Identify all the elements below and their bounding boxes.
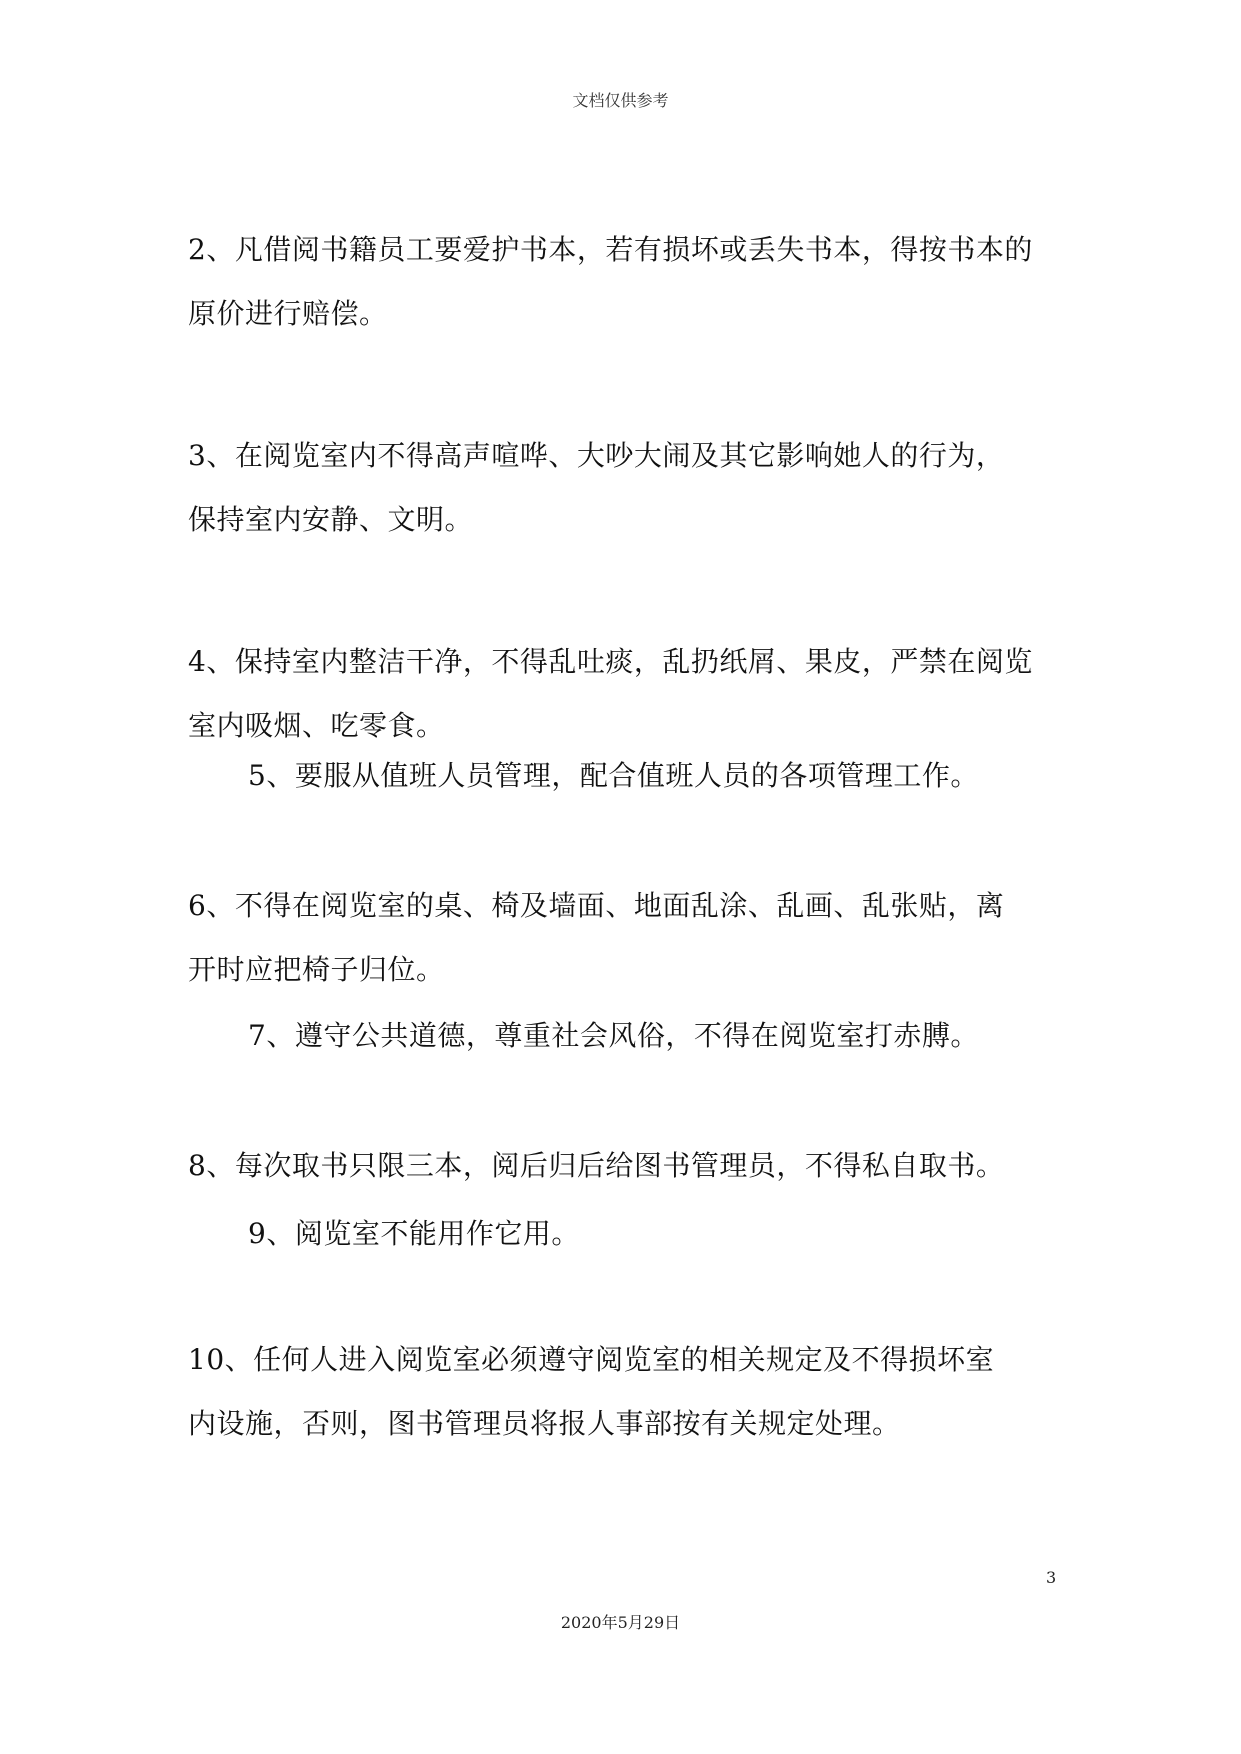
rule-item-2 [188,218,1068,346]
rule-item-4 [188,630,1068,758]
rule-line: 室内吸烟、吃零食。 [188,709,445,742]
rule-item-9 [248,1202,1068,1266]
rule-line: 开时应把椅子归位。 [188,953,445,986]
rule-item-6 [188,874,1068,1002]
rule-item-10 [188,1328,1068,1456]
rule-item-3 [188,424,1068,552]
rule-line: 5、要服从值班人员管理，配合值班人员的各项管理工作。 [248,759,979,792]
rule-line: 3、在阅览室内不得高声喧哗、大吵大闹及其它影响她人的行为， [188,439,1005,472]
page-footer-date: 2020年5月29日 [560,1613,681,1632]
rule-line: 6、不得在阅览室的桌、椅及墙面、地面乱涂、乱画、乱张贴，离 [188,889,1005,922]
rule-line: 4、保持室内整洁干净，不得乱吐痰，乱扔纸屑、果皮，严禁在阅览 [188,645,1033,678]
rule-item-7 [248,1004,1068,1068]
page-header: 文档仅供参考 [572,91,669,110]
rule-line: 7、遵守公共道德，尊重社会风俗，不得在阅览室打赤膊。 [248,1019,979,1052]
rule-line: 10、任何人进入阅览室必须遵守阅览室的相关规定及不得损坏室 [188,1343,995,1376]
page-number: 3 [1046,1568,1057,1587]
rule-item-5 [248,744,1068,808]
rule-line: 原价进行赔偿。 [188,297,388,330]
rule-line: 内设施，否则，图书管理员将报人事部按有关规定处理。 [188,1407,901,1440]
rule-item-8 [188,1134,1068,1198]
rule-line: 8、每次取书只限三本，阅后归后给图书管理员，不得私自取书。 [188,1149,1005,1182]
rule-line: 9、阅览室不能用作它用。 [248,1217,580,1250]
rule-line: 2、凡借阅书籍员工要爱护书本，若有损坏或丢失书本，得按书本的 [188,233,1033,266]
rule-line: 保持室内安静、文明。 [188,503,474,536]
